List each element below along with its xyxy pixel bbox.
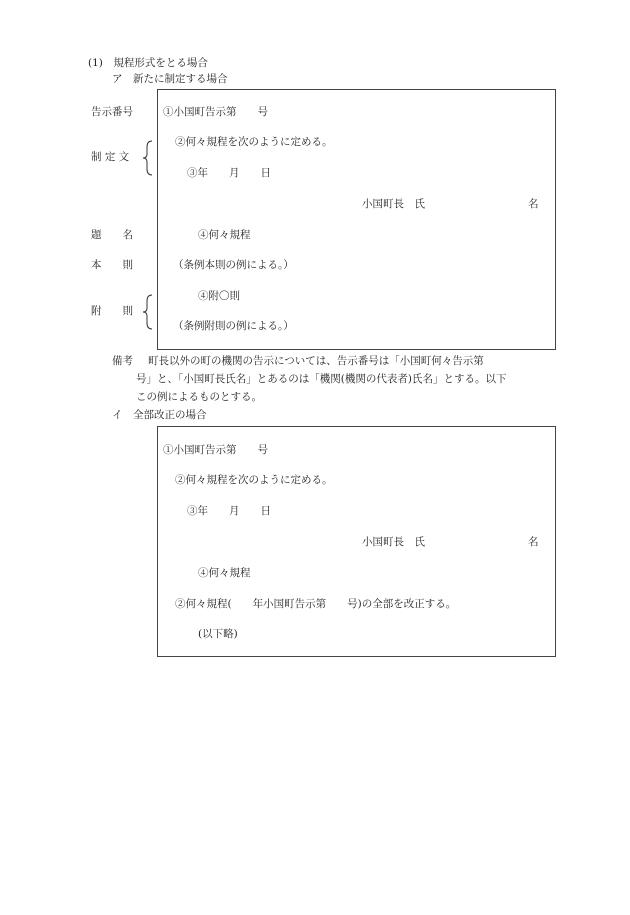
remarks-line-1: 町長以外の町の機関の告示については、告示番号は「小国町何々告示第 <box>148 355 484 367</box>
form-b-mayor-name-end: 名 <box>528 536 539 548</box>
brace-supplementary <box>142 294 154 330</box>
form-a-mayor-line: 小国町長 氏 <box>362 198 425 210</box>
label-title: 題 名 <box>91 229 133 241</box>
form-b-box <box>157 426 556 657</box>
subsection-b-heading: イ 全部改正の場合 <box>112 409 207 421</box>
remarks-label: 備考 <box>112 355 133 367</box>
label-supplementary: 附 則 <box>91 305 133 317</box>
label-main-rules: 本 則 <box>91 259 133 271</box>
form-a-supp-heading: ④附〇則 <box>198 290 240 302</box>
label-enactment-text: 制 定 文 <box>91 151 130 163</box>
form-a-supp-rules-line: （条例附則の例による。） <box>173 320 294 332</box>
form-b-mayor-line: 小国町長 氏 <box>362 536 425 548</box>
remarks-line-3: この例によるものとする。 <box>136 391 262 403</box>
form-a-date-line: ③年 月 日 <box>187 167 271 179</box>
subsection-a-heading: ア 新たに制定する場合 <box>112 73 228 85</box>
form-a-title-line: ④何々規程 <box>198 229 251 241</box>
form-b-notice-line: ①小国町告示第 号 <box>163 444 268 456</box>
form-b-date-line: ③年 月 日 <box>187 505 271 517</box>
form-a-box <box>157 89 556 350</box>
form-b-omitted-line: (以下略) <box>198 628 238 640</box>
form-a-main-rules-line: （条例本則の例による。） <box>173 259 294 271</box>
section-heading: (1) 規程形式をとる場合 <box>88 57 208 69</box>
form-b-revision-line: ②何々規程( 年小国町告示第 号)の全部を改正する。 <box>175 598 457 610</box>
form-a-notice-line: ①小国町告示第 号 <box>163 106 268 118</box>
remarks-line-2: 号」と、「小国町長氏名」とあるのは「機関(機関の代表者)氏名」とする。以下 <box>136 373 507 385</box>
form-a-enact-line: ②何々規程を次のように定める。 <box>175 136 333 148</box>
form-b-enact-line: ②何々規程を次のように定める。 <box>175 474 333 486</box>
form-b-title-line: ④何々規程 <box>198 567 251 579</box>
label-notice-number: 告示番号 <box>91 106 133 118</box>
brace-enactment <box>142 140 154 176</box>
form-a-mayor-name-end: 名 <box>528 198 539 210</box>
